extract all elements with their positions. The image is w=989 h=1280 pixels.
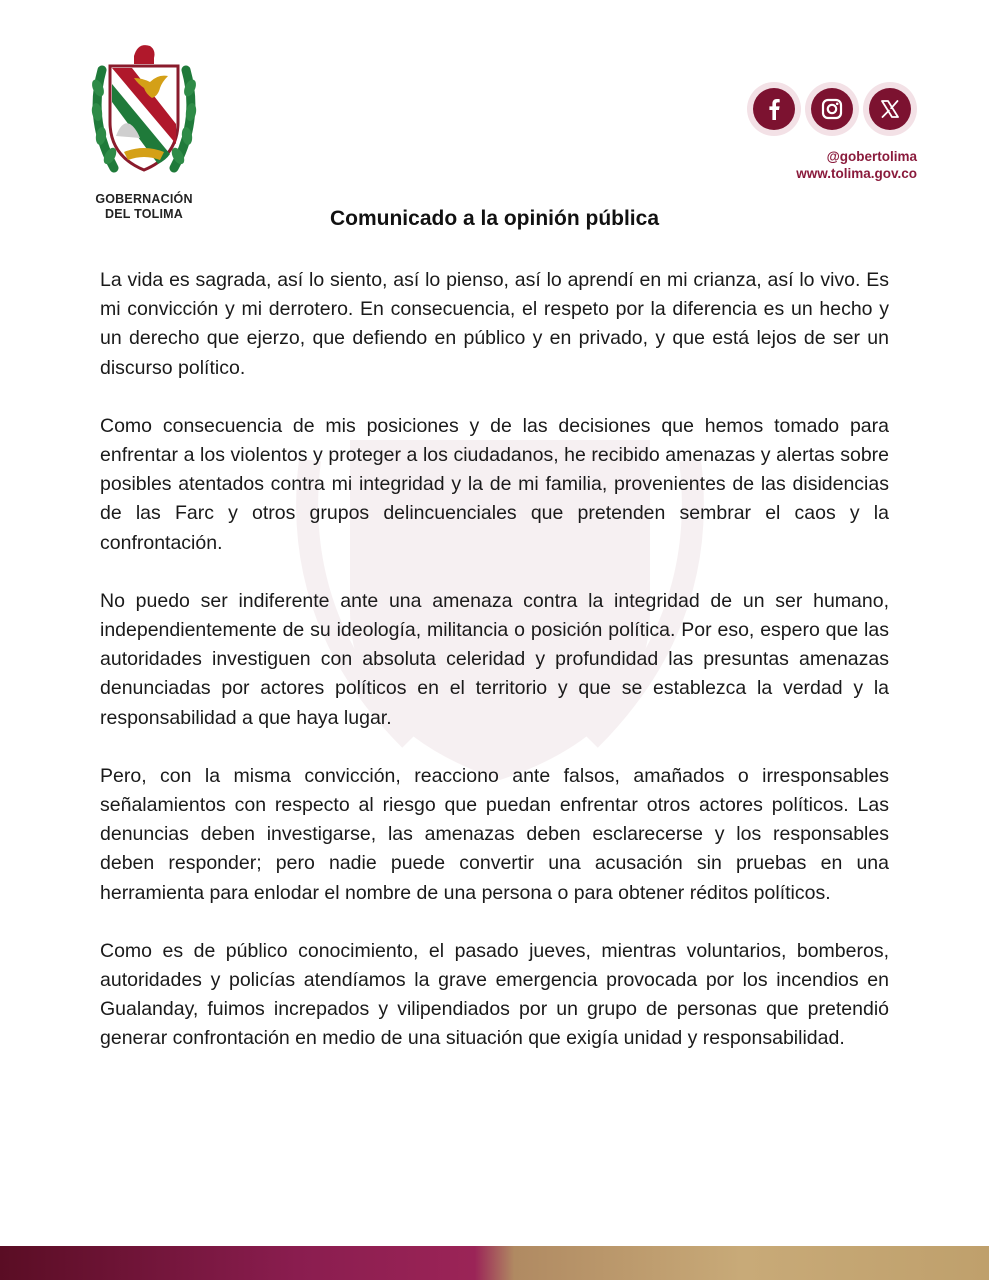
website-link[interactable]: www.tolima.gov.co: [796, 166, 917, 181]
paragraph-3: No puedo ser indiferente ante una amenaza contra la integridad de un ser humano, independientemente de su ideología, militancia o posición política. Por eso, espero que las autoridades investiguen con absoluta celeridad y profundidad las presuntas amenazas denunciadas por actores políticos en el territorio y que se establezca la verdad y la responsabilidad a que haya lugar.: [100, 589, 889, 729]
org-name-line1: GOBERNACIÓN: [95, 192, 193, 206]
instagram-icon[interactable]: [805, 82, 859, 136]
paragraph-4: Pero, con la misma convicción, reacciono ante falsos, amañados o irresponsables señalamientos con respecto al riesgo que puedan enfrentar otros actores políticos. Las denuncias deben investigarse, las amenazas deben esclarecerse y los responsables deben responder; pero nadie puede convertir una acusación sin pruebas en una herramienta para enlodar el nombre de una persona o para obtener réditos políticos.: [100, 764, 889, 904]
footer-color-bar: [0, 1246, 989, 1280]
document-body: [100, 266, 889, 1083]
facebook-icon[interactable]: [747, 82, 801, 136]
paragraph-1: La vida es sagrada, así lo siento, así lo pienso, así lo aprendí en mi crianza, así lo vivo. Es mi convicción y mi derrotero. En consecuencia, el respeto por la diferencia es un hecho y un derecho que ejerzo, que defiendo en público y en privado, y que está lejos de ser un discurso político.: [100, 269, 889, 379]
org-name-line2: DEL TOLIMA: [105, 207, 183, 221]
paragraph-2: Como consecuencia de mis posiciones y de las decisiones que hemos tomado para enfrentar a los violentos y proteger a los ciudadanos, he recibido amenazas y alertas sobre posibles atentados contra mi integridad y la de mi familia, provenientes de las disidencias de las Farc y otros grupos delincuenciales que pretenden sembrar el caos y la confrontación.: [100, 414, 889, 554]
coat-of-arms-icon: [88, 40, 200, 188]
x-icon[interactable]: [863, 82, 917, 136]
social-media-block: [737, 82, 917, 182]
document-title: Comunicado a la opinión pública: [329, 207, 660, 230]
gobernacion-logo: [84, 40, 204, 222]
social-handle[interactable]: @gobertolima: [826, 149, 917, 164]
paragraph-5: Como es de público conocimiento, el pasado jueves, mientras voluntarios, bomberos, autoridades y policías atendíamos la grave emergencia provocada por los incendios en Gualanday, fuimos increpados y vilipendiados por un grupo de personas que pretendió generar confrontación en medio de una situación que exigía unidad y responsabilidad.: [100, 939, 889, 1050]
